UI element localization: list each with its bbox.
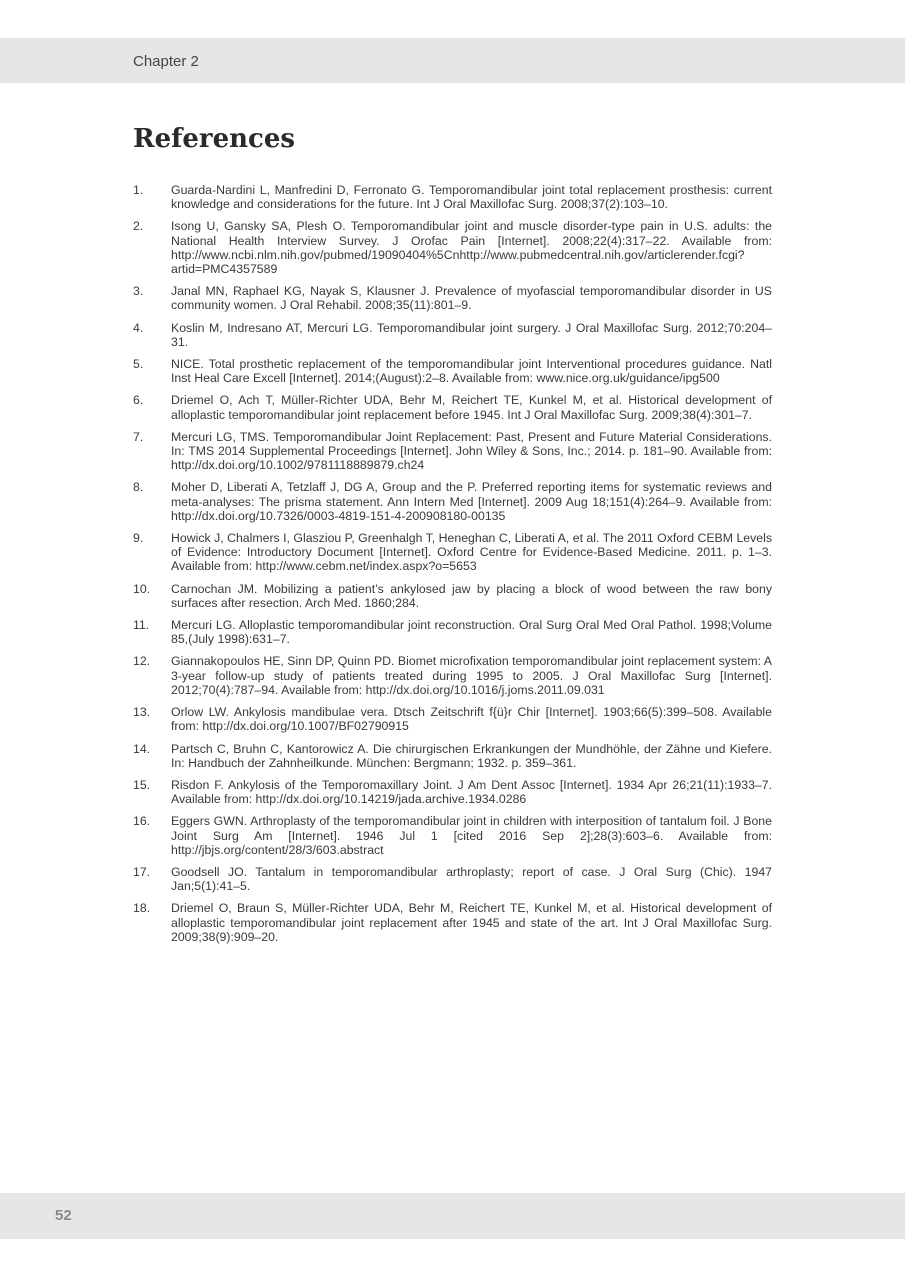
reference-number: 13.	[133, 705, 151, 720]
reference-number: 8.	[133, 480, 144, 495]
page-title: References	[133, 124, 296, 154]
reference-text: Carnochan JM. Mobilizing a patient’s ankylosed jaw by placing a block of wood between the raw bony surfaces after resection. Arch Med. 1860;284.	[171, 581, 772, 610]
reference-number: 5.	[133, 357, 144, 372]
reference-number: 7.	[133, 429, 144, 444]
reference-item	[133, 219, 772, 276]
reference-item	[133, 618, 772, 646]
reference-number: 2.	[133, 219, 144, 234]
reference-list	[133, 183, 772, 952]
reference-text: Partsch C, Bruhn C, Kantorowicz A. Die chirurgischen Erkrankungen der Mundhöhle, der Zähne und Kiefere. In: Handbuch der Zahnheilkunde. München: Bergmann; 1932. p. 359–361.	[171, 741, 772, 770]
page-number: 52	[55, 1207, 72, 1224]
reference-text: Risdon F. Ankylosis of the Temporomaxillary Joint. J Am Dent Assoc [Internet]. 1934 Apr 26;21(11):1933–7. Available from: http://dx.doi.org/10.14219/jada.archive.1934.0286	[171, 777, 772, 807]
reference-number: 1.	[133, 183, 144, 197]
reference-text: Moher D, Liberati A, Tetzlaff J, DG A, Group and the P. Preferred reporting items for systematic reviews and meta-analyses: The prisma statement. Ann Intern Med [Internet]. 2009 Aug 18;151(4):264–9. Available from: http://dx.doi.org/10.7326/0003-4819-151-4-200908180-00135	[171, 480, 772, 523]
reference-text: Driemel O, Ach T, Müller-Richter UDA, Behr M, Reichert TE, Kunkel M, et al. Historical development of alloplastic temporomandibular joint replacement before 1945. Int J Oral Maxillofac Surg. 2009;38(4):301–7.	[171, 393, 772, 422]
reference-item	[133, 531, 772, 574]
reference-text: Guarda-Nardini L, Manfredini D, Ferronato G. Temporomandibular joint total replacement prosthesis: current knowledge and considerations for the future. Int J Oral Maxillofac Surg. 2008;37(2):103–10.	[171, 183, 772, 212]
reference-item	[133, 321, 772, 349]
reference-item	[133, 654, 772, 697]
reference-number: 3.	[133, 284, 144, 299]
reference-text: Goodsell JO. Tantalum in temporomandibular arthroplasty; report of case. J Oral Surg (Chic). 1947 Jan;5(1):41–5.	[171, 864, 772, 894]
reference-text: Eggers GWN. Arthroplasty of the temporomandibular joint in children with interposition of tantalum foil. J Bone Joint Surg Am [Internet]. 1946 Jul 1 [cited 2016 Sep 2];28(3):603–6. Available from: http://jbjs.org/content/28/3/603.abstract	[171, 814, 772, 857]
reference-text: Mercuri LG, TMS. Temporomandibular Joint Replacement: Past, Present and Future Material Considerations. In: TMS 2014 Supplemental Proceedings [Internet]. John Wiley & Sons, Inc.; 2014. p. 181–90. Available from: http://dx.doi.org/10.1002/9781118889879.ch24	[171, 429, 772, 473]
reference-item	[133, 814, 772, 857]
reference-text: Howick J, Chalmers I, Glasziou P, Greenhalgh T, Heneghan C, Liberati A, et al. The 2011 Oxford CEBM Levels of Evidence: Introductory Document [Internet]. Oxford Centre for Evidence-Based Medicine. 2011. p. 1–3. Available from: http://www.cebm.net/index.aspx?o=5653	[171, 531, 772, 574]
reference-item	[133, 778, 772, 806]
reference-number: 4.	[133, 320, 144, 335]
reference-number: 12.	[133, 654, 151, 669]
reference-number: 11.	[133, 618, 150, 633]
reference-item	[133, 865, 772, 893]
reference-number: 6.	[133, 393, 144, 408]
reference-number: 17.	[133, 864, 151, 879]
reference-item	[133, 480, 772, 523]
page-footer-band	[0, 1193, 905, 1239]
reference-item	[133, 357, 772, 385]
chapter-label: Chapter 2	[133, 53, 199, 70]
reference-number: 15.	[133, 777, 151, 792]
reference-item	[133, 582, 772, 610]
reference-number: 14.	[133, 741, 151, 756]
reference-item	[133, 183, 772, 211]
reference-item	[133, 705, 772, 733]
reference-text: Giannakopoulos HE, Sinn DP, Quinn PD. Biomet microfixation temporomandibular joint replacement system: A 3-year follow-up study of patients treated during 1995 to 2005. J Oral Maxillofac Surg [Internet]. 2012;70(4):787–94. Available from: http://dx.doi.org/10.1016/j.joms.2011.09.031	[171, 654, 772, 697]
reference-text: Mercuri LG. Alloplastic temporomandibular joint reconstruction. Oral Surg Oral Med Oral Pathol. 1998;Volume 85,(July 1998):631–7.	[171, 618, 772, 647]
reference-number: 10.	[133, 581, 151, 596]
reference-text: Isong U, Gansky SA, Plesh O. Temporomandibular joint and muscle disorder-type pain in U.S. adults: the National Health Interview Survey. J Orofac Pain [Internet]. 2008;22(4):317–22. Available from: http://www.ncbi.nlm.nih.gov/pubmed/19090404%5Cnhttp://www.pubmedcentral.nih.gov/articlerender.fcgi?artid=PMC4357589	[171, 219, 772, 277]
reference-text: Orlow LW. Ankylosis mandibulae vera. Dtsch Zeitschrift f{ü}r Chir [Internet]. 1903;66(5):399–508. Available from: http://dx.doi.org/10.1007/BF02790915	[171, 705, 772, 734]
reference-item	[133, 284, 772, 312]
reference-number: 9.	[133, 531, 144, 546]
reference-text: Driemel O, Braun S, Müller-Richter UDA, Behr M, Reichert TE, Kunkel M, et al. Historical development of alloplastic temporomandibular joint replacement after 1945 and state of the art. Int J Oral Maxillofac Surg. 2009;38(9):909–20.	[171, 901, 772, 944]
reference-item	[133, 430, 772, 473]
reference-text: Koslin M, Indresano AT, Mercuri LG. Temporomandibular joint surgery. J Oral Maxillofac Surg. 2012;70:204–31.	[171, 320, 772, 349]
reference-item	[133, 393, 772, 421]
reference-text: Janal MN, Raphael KG, Nayak S, Klausner J. Prevalence of myofascial temporomandibular disorder in US community women. J Oral Rehabil. 2008;35(11):801–9.	[171, 284, 772, 313]
reference-item	[133, 901, 772, 944]
reference-number: 16.	[133, 814, 151, 829]
reference-text: NICE. Total prosthetic replacement of the temporomandibular joint Interventional procedures guidance. Natl Inst Heal Care Excell [Internet]. 2014;(August):2–8. Available from: www.nice.org.uk/guidance/ipg500	[171, 357, 772, 386]
reference-item	[133, 742, 772, 770]
reference-number: 18.	[133, 901, 151, 916]
